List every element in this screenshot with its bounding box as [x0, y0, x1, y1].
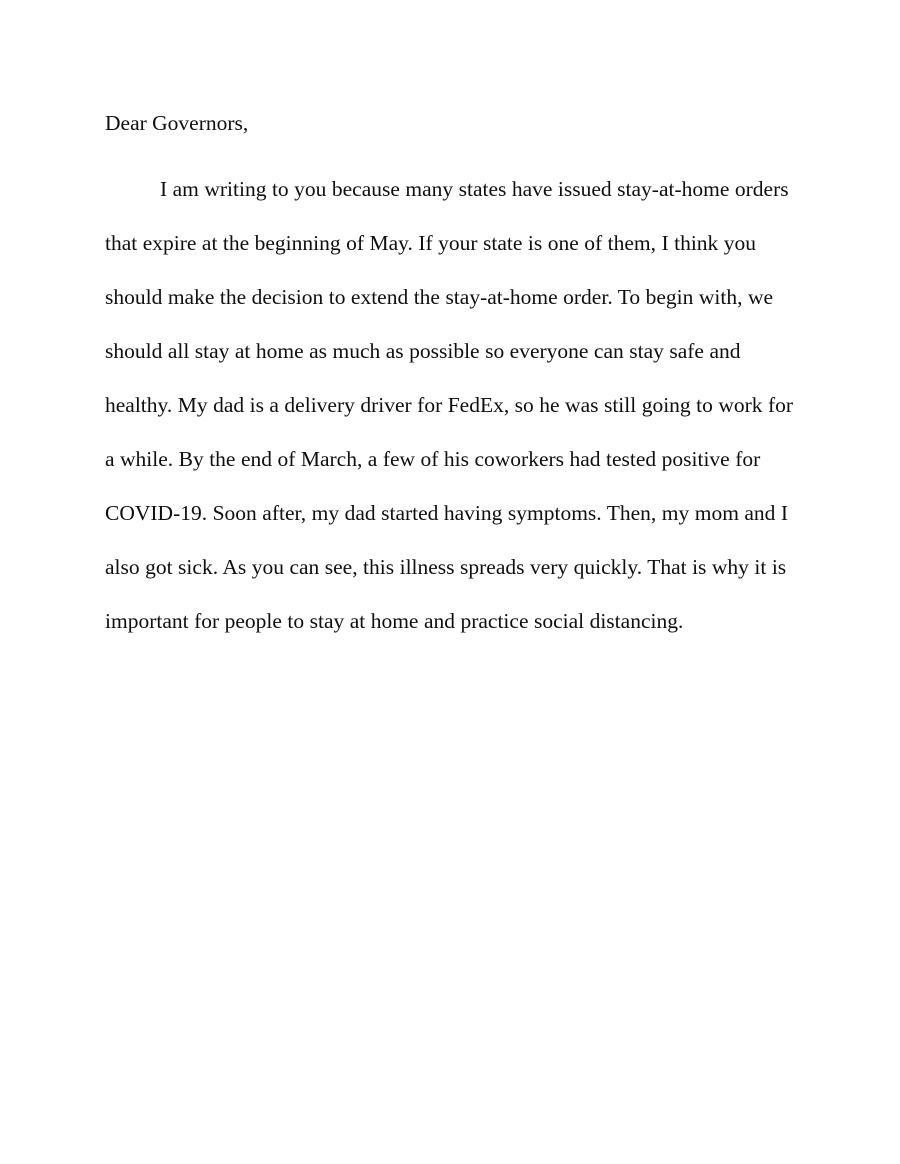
letter-body [105, 96, 797, 648]
paragraph-spacer [105, 150, 797, 162]
salutation-line: Dear Governors, [105, 111, 249, 135]
body-paragraph-1: I am writing to you because many states have issued stay-at-home orders that expire at the beginning of May. If your state is one of them, I think you should make the decision to extend the stay-at-home order. To begin with, we should all stay at home as much as possible so everyone can stay safe and healthy. My dad is a delivery driver for FedEx, so he was still going to work for a while. By the end of March, a few of his coworkers had tested positive for COVID-19. Soon after, my dad started having symptoms. Then, my mom and I also got sick. As you can see, this illness spreads very quickly. That is why it is important for people to stay at home and practice social distancing. [105, 177, 794, 633]
